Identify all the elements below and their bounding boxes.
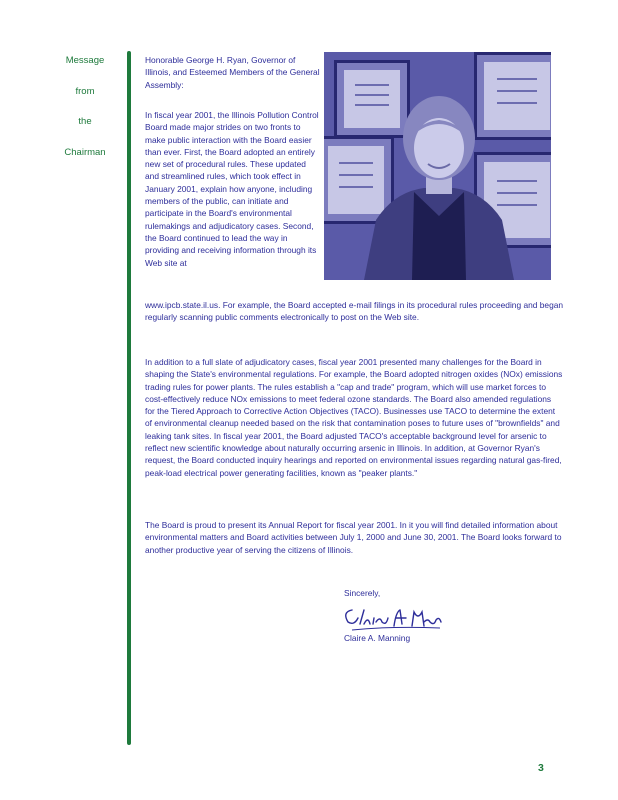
letter-paragraph-1-continued: www.ipcb.state.il.us. For example, the Board accepted e-mail filings in its procedural rules proceeding and began regularly scanning public comments electronically to post on the Web site. <box>145 300 564 323</box>
sidebar-word-from: from <box>75 86 95 97</box>
vertical-divider <box>127 51 131 745</box>
sidebar-word-message: Message <box>65 55 105 66</box>
handwritten-signature <box>340 604 445 634</box>
chairman-figure <box>354 92 524 280</box>
page-number: 3 <box>538 762 544 774</box>
letter-salutation: Honorable George H. Ryan, Governor of Illinois, and Esteemed Members of the General Assembly: <box>145 55 320 90</box>
letter-paragraph-1: In fiscal year 2001, the Illinois Pollution Control Board made major strides on two fronts to make public interaction with the Board easier than ever. First, the Board adopted an entirely new set of procedural rules. These updated and streamlined rules, which took effect in January 2001, explain how anyone, including members of the public, can initiate and participate in the Board's environmental rulemakings and adjudicatory cases. Second, the Board continued to lead the way in providing and receiving information through its Web site at <box>145 110 319 268</box>
letter-paragraph-3: The Board is proud to present its Annual Report for fiscal year 2001. In it you will find detailed information about environmental matters and Board activities between July 1, 2000 and June 30, 2001. The Board looks forward to another productive year of serving the citizens of Illinois. <box>145 520 562 555</box>
letter-paragraph-2: In addition to a full slate of adjudicatory cases, fiscal year 2001 presented many challenges for the Board in shaping the State's environmental regulations. For example, the Board adopted nitrogen oxides (NOx) emissions trading rules for power plants. The rules establish a "cap and trade" program, which will use market forces to cost-effectively reduce NOx emissions to meet federal ozone standards. The Board also amended regulations for the Tiered Approach to Corrective Action Objectives (TACO). Businesses use TACO to determine the extent of environmental cleanup needed based on the risk that contamination poses to future uses of "brownfields" and leaking tank sites. In fiscal year 2001, the Board adjusted TACO's acceptable background level for arsenic to reflect new scientific knowledge about naturally occurring arsenic in Illinois. In addition, at Governor Ryan's request, the Board conducted inquiry hearings and reported on environmental issues regarding natural gas-fired, peak-load electrical power generating facilities, known as "peaker plants." <box>145 357 563 478</box>
sidebar-word-the: the <box>78 116 92 127</box>
sidebar-word-chairman: Chairman <box>64 147 106 158</box>
letter-closing: Sincerely, <box>344 588 381 598</box>
signer-name: Claire A. Manning <box>344 633 411 643</box>
chairman-portrait-photo <box>324 52 551 280</box>
